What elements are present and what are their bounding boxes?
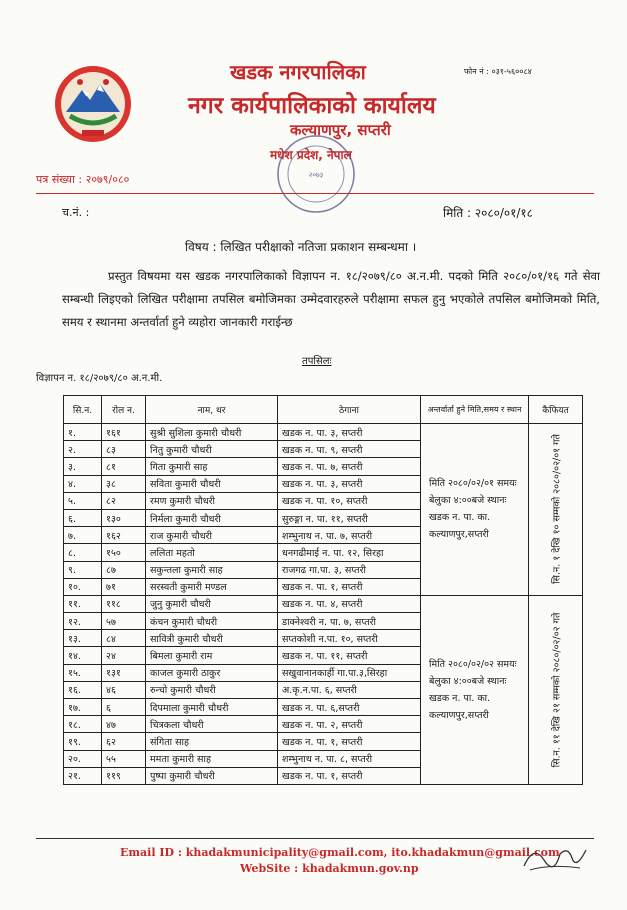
cell-roll: ४६ <box>102 681 146 698</box>
cell-serial: १२. <box>64 613 102 630</box>
letter-number: पत्र संख्या : २०७९/०८० <box>36 173 130 186</box>
office-name: नगर कार्यपालिकाको कार्यालय <box>188 93 436 119</box>
cell-address: सप्तकोशी न.पा. १०, सप्तरी <box>278 630 421 647</box>
cell-name: सरस्वती कुमारी मण्डल <box>146 578 278 595</box>
cell-name: कंचन कुमारी चौधरी <box>146 613 278 630</box>
phone-number: फोन नं : ०३१-५६००८४ <box>464 67 532 76</box>
cell-serial: १५. <box>64 664 102 681</box>
header-address: ठेगाना <box>278 396 421 424</box>
subject-line: विषय : लिखित परीक्षाको नतिजा प्रकाशन सम्बन्धमा । <box>185 240 417 254</box>
cell-name: निर्मला कुमारी चौधरी <box>146 509 278 526</box>
cell-roll: ८२ <box>102 492 146 509</box>
signature-icon <box>520 840 590 876</box>
cell-roll: ८७ <box>102 561 146 578</box>
office-stamp-icon <box>268 132 364 216</box>
cell-roll: ३८ <box>102 475 146 492</box>
cell-roll: ८१ <box>102 458 146 475</box>
cell-name: रुन्चो कुमारी चौधरी <box>146 681 278 698</box>
cell-address: सखुवानानकार्ही गा.पा.३,सिरहा <box>278 664 421 681</box>
cell-serial: १८. <box>64 716 102 733</box>
cell-serial: ३. <box>64 458 102 475</box>
cell-address: खडक न. पा. १, सप्तरी <box>278 767 421 784</box>
cell-serial: १. <box>64 424 102 441</box>
cell-name: सुश्री सुशिला कुमारी चौधरी <box>146 424 278 441</box>
cell-roll: १६२ <box>102 527 146 544</box>
cell-name: रमण कुमारी चौधरी <box>146 492 278 509</box>
cell-address: खडक न. पा. १, सप्तरी <box>278 578 421 595</box>
cell-serial: १९. <box>64 733 102 750</box>
cell-address: धनगढीमाई न. पा. १२, सिरहा <box>278 544 421 561</box>
cell-serial: ६. <box>64 509 102 526</box>
cell-serial: ११. <box>64 595 102 612</box>
header-roll: रोल न. <box>102 396 146 424</box>
schedule-heading: तपसिलः <box>302 356 332 367</box>
cell-serial: ७. <box>64 527 102 544</box>
cell-name: सकुन्तला कुमारी साह <box>146 561 278 578</box>
cell-roll: ११९ <box>102 767 146 784</box>
cell-roll: १३१ <box>102 664 146 681</box>
cell-address: खडक न. पा. ७, सप्तरी <box>278 458 421 475</box>
header-serial: सि.न. <box>64 396 102 424</box>
cell-serial: ४. <box>64 475 102 492</box>
cell-name: सविता कुमारी चौधरी <box>146 475 278 492</box>
letter-date: मिति : २०८०/०१/१८ <box>443 206 533 220</box>
cell-name: ललिता महतो <box>146 544 278 561</box>
cell-name: काजल कुमारी ठाकुर <box>146 664 278 681</box>
cell-address: राजगढ गा.पा. ३, सप्तरी <box>278 561 421 578</box>
cell-roll: ५५ <box>102 750 146 767</box>
cell-roll: ७१ <box>102 578 146 595</box>
cell-address: खडक न. पा. २, सप्तरी <box>278 716 421 733</box>
advertisement-number: विज्ञापन न. १८/२०७९/८० अ.न.मी. <box>36 373 163 384</box>
interview-schedule-cell: मिति २०८०/०२/०२ समयः बेलुका ४:००बजे स्थानः खडक न. पा. का. कल्याणपुर,सप्तरी <box>421 595 529 784</box>
cell-name: पुष्पा कुमारी चौधरी <box>146 767 278 784</box>
remarks-cell <box>529 595 583 784</box>
cell-serial: १६. <box>64 681 102 698</box>
cell-name: सावित्री कुमारी चौधरी <box>146 630 278 647</box>
header-remarks: कैफियत <box>529 396 583 424</box>
cell-roll: १३० <box>102 509 146 526</box>
cell-roll: ६२ <box>102 733 146 750</box>
header-name: नाम, थर <box>146 396 278 424</box>
cell-address: खडक न. पा. ९, सप्तरी <box>278 441 421 458</box>
cell-roll: ११८ <box>102 595 146 612</box>
cell-name: दिपमाला कुमारी चौधरी <box>146 699 278 716</box>
cell-serial: १३. <box>64 630 102 647</box>
cell-serial: ९. <box>64 561 102 578</box>
cell-address: शम्भुनाथ न. पा. ८, सप्तरी <box>278 750 421 767</box>
cell-serial: १७. <box>64 699 102 716</box>
office-address: कल्याणपुर, सप्तरी <box>290 121 391 139</box>
cell-roll: १५० <box>102 544 146 561</box>
cell-serial: २०. <box>64 750 102 767</box>
cell-address: शम्भुनाथ न. पा. ७, सप्तरी <box>278 527 421 544</box>
cell-address: खडक न. पा. ६,सप्तरी <box>278 699 421 716</box>
cell-address: खडक न. पा. १०, सप्तरी <box>278 492 421 509</box>
cell-name: गिता कुमारी साह <box>146 458 278 475</box>
province-name: मधेश प्रदेश, नेपाल <box>270 148 352 162</box>
cell-name: बिमला कुमारी राम <box>146 647 278 664</box>
remarks-cell <box>529 424 583 596</box>
cell-name: राज कुमारी चौधरी <box>146 527 278 544</box>
remarks-text: सि.न. ११ देखि २१ सम्मको २०८०/०२/०२ गते <box>551 612 562 768</box>
interview-schedule-cell: मिति २०८०/०२/०१ समयः बेलुका ४:००बजे स्थानः खडक न. पा. का. कल्याणपुर,सप्तरी <box>421 424 529 596</box>
cell-name: चित्रकला चौधरी <box>146 716 278 733</box>
nepal-emblem-icon <box>52 60 134 148</box>
body-paragraph: प्रस्तुत विषयमा यस खडक नगरपालिकाको विज्ञापन न. १८/२०७९/८० अ.न.मी. पदको मिति २०८०/०१/१६ गते सेवा सम्बन्धी लिइएको लिखित परीक्षामा तपसिल बमोजिमका उम्मेदवारहरुले परीक्षामा सफल हुनु भएकोले तपसिल बमोजिमको मिति, समय र स्थानमा अन्तर्वार्ता हुने व्यहोरा जानकारी गराईन्छ <box>62 269 600 329</box>
dispatch-number: च.नं. : <box>62 206 90 219</box>
municipality-name: खडक नगरपालिका <box>230 60 366 84</box>
cell-address: खडक न. पा. १, सप्तरी <box>278 733 421 750</box>
cell-roll: ६ <box>102 699 146 716</box>
cell-address: खडक न. पा. ४, सप्तरी <box>278 595 421 612</box>
results-table <box>63 395 583 785</box>
cell-address: खडक न. पा. ११, सप्तरी <box>278 647 421 664</box>
cell-address: खडक न. पा. ३, सप्तरी <box>278 424 421 441</box>
cell-name: नितु कुमारी चौधरी <box>146 441 278 458</box>
cell-roll: ५७ <box>102 613 146 630</box>
cell-name: ममता कुमारी साह <box>146 750 278 767</box>
table-header-row <box>64 396 583 424</box>
cell-roll: १६१ <box>102 424 146 441</box>
cell-address: सुरुङ्गा न. पा. ११, सप्तरी <box>278 509 421 526</box>
cell-serial: ५. <box>64 492 102 509</box>
cell-address: डाक्नेश्वरी न. पा. ७, सप्तरी <box>278 613 421 630</box>
cell-roll: २४ <box>102 647 146 664</box>
svg-text:२०७३: २०७३ <box>308 171 324 179</box>
footer-divider <box>36 838 594 839</box>
cell-address: खडक न. पा. ३, सप्तरी <box>278 475 421 492</box>
footer-website: WebSite : khadakmun.gov.np <box>240 862 419 875</box>
header-divider <box>36 193 594 194</box>
cell-roll: ८३ <box>102 441 146 458</box>
cell-serial: १०. <box>64 578 102 595</box>
cell-name: जुनु कुमारी चौधरी <box>146 595 278 612</box>
cell-roll: ४७ <box>102 716 146 733</box>
cell-address: अ.कृ.न.पा. ६, सप्तरी <box>278 681 421 698</box>
footer-email: Email ID : khadakmunicipality@gmail.com, ito.khadakmun@gmail.com <box>120 846 560 859</box>
cell-serial: २१. <box>64 767 102 784</box>
remarks-text: सि.न. १ देखि १० सम्मको २०८०/०२/०१ गते <box>551 434 562 585</box>
cell-serial: १४. <box>64 647 102 664</box>
header-interview: अन्तर्वार्ता हुने मिति,समय र स्थान <box>421 396 529 424</box>
cell-roll: ८४ <box>102 630 146 647</box>
cell-name: संगिता साह <box>146 733 278 750</box>
table-row <box>64 595 583 612</box>
cell-serial: ८. <box>64 544 102 561</box>
table-row <box>64 424 583 441</box>
cell-serial: २. <box>64 441 102 458</box>
